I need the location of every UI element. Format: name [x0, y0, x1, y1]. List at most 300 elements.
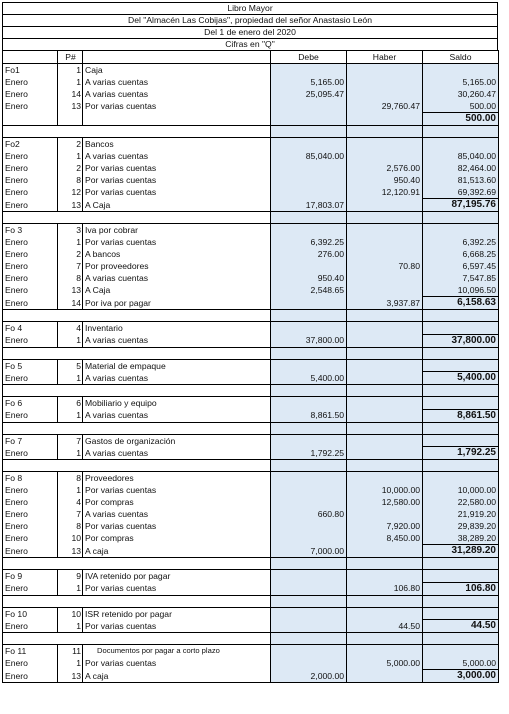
cell-ref-number: 13 — [58, 545, 83, 558]
cell-balance — [423, 322, 499, 335]
cell-credit — [347, 545, 423, 558]
cell-debit — [271, 460, 347, 472]
cell-description: Por varias cuentas — [83, 100, 271, 113]
spacer-row — [3, 595, 499, 607]
cell-debit — [271, 385, 347, 397]
ledger-entry-row — [3, 484, 499, 496]
cell-debit — [271, 520, 347, 532]
cell-ref-number: 14 — [58, 88, 83, 100]
cell-month: Enero — [3, 100, 58, 113]
cell-description: Iva por cobrar — [83, 224, 271, 237]
cell-credit: 44.50 — [347, 620, 423, 633]
cell-debit: 17,803.07 — [271, 199, 347, 212]
ledger-table — [2, 50, 499, 683]
cell-description: A varias cuentas — [83, 150, 271, 162]
cell-credit: 106.80 — [347, 582, 423, 595]
cell-description: A varias cuentas — [83, 88, 271, 100]
cell-balance — [423, 385, 499, 397]
cell-debit: 37,800.00 — [271, 334, 347, 347]
cell-month: Enero — [3, 582, 58, 595]
ledger-entry-row — [3, 447, 499, 460]
cell-month — [3, 126, 58, 138]
cell-description — [83, 422, 271, 434]
cell-description: A Caja — [83, 199, 271, 212]
ledger-entry-row — [3, 620, 499, 633]
cell-credit — [347, 359, 423, 372]
account-title-row — [3, 570, 499, 583]
cell-debit — [271, 484, 347, 496]
cell-description — [83, 558, 271, 570]
spacer-row — [3, 633, 499, 645]
cell-description: A caja — [83, 545, 271, 558]
cell-ref-number — [58, 310, 83, 322]
cell-balance: 5,000.00 — [423, 657, 499, 670]
cell-ref-number: 1 — [58, 372, 83, 385]
cell-ref-number: 12 — [58, 186, 83, 199]
cell-month: Enero — [3, 657, 58, 670]
cell-month: Enero — [3, 186, 58, 199]
ledger-entry-row — [3, 670, 499, 683]
cell-ref-number — [58, 347, 83, 359]
cell-debit — [271, 162, 347, 174]
cell-debit — [271, 126, 347, 138]
cell-debit: 276.00 — [271, 248, 347, 260]
cell-description: Por varias cuentas — [83, 186, 271, 199]
cell-ref-number: 8 — [58, 174, 83, 186]
cell-credit — [347, 434, 423, 447]
cell-description: Por varias cuentas — [83, 162, 271, 174]
cell-description: A varias cuentas — [83, 272, 271, 284]
cell-balance: 31,289.20 — [423, 545, 499, 558]
cell-balance: 21,919.20 — [423, 508, 499, 520]
cell-debit — [271, 422, 347, 434]
cell-ref-number: 11 — [58, 645, 83, 658]
spacer-row — [3, 558, 499, 570]
cell-month: Fo 7 — [3, 434, 58, 447]
cell-description: Por varias cuentas — [83, 174, 271, 186]
ledger-entry-row — [3, 532, 499, 545]
cell-month — [3, 422, 58, 434]
ledger-entry-row — [3, 260, 499, 272]
cell-ref-number: 5 — [58, 359, 83, 372]
cell-balance: 500.00 — [423, 113, 499, 126]
cell-balance — [423, 212, 499, 224]
ledger-entry-row — [3, 496, 499, 508]
cell-balance: 6,597.45 — [423, 260, 499, 272]
cell-credit — [347, 76, 423, 88]
cell-debit: 660.80 — [271, 508, 347, 520]
cell-month — [3, 310, 58, 322]
cell-description: Por varias cuentas — [83, 657, 271, 670]
cell-ref-number: 2 — [58, 162, 83, 174]
cell-ref-number: 1 — [58, 620, 83, 633]
cell-credit — [347, 508, 423, 520]
cell-description: A varias cuentas — [83, 447, 271, 460]
cell-balance: 6,392.25 — [423, 236, 499, 248]
cell-month: Enero — [3, 199, 58, 212]
cell-ref-number: 1 — [58, 484, 83, 496]
cell-balance: 500.00 — [423, 100, 499, 113]
cell-description: Por compras — [83, 496, 271, 508]
cell-debit: 5,165.00 — [271, 76, 347, 88]
cell-month: Enero — [3, 496, 58, 508]
cell-month: Enero — [3, 484, 58, 496]
cell-ref-number — [58, 633, 83, 645]
cell-debit — [271, 496, 347, 508]
cell-description: Por varias cuentas — [83, 484, 271, 496]
cell-credit — [347, 460, 423, 472]
cell-credit — [347, 447, 423, 460]
cell-month: Enero — [3, 150, 58, 162]
cell-credit — [347, 236, 423, 248]
cell-description: A varias cuentas — [83, 409, 271, 422]
cell-month: Fo 8 — [3, 472, 58, 485]
cell-debit — [271, 570, 347, 583]
cell-balance — [423, 633, 499, 645]
cell-debit — [271, 657, 347, 670]
cell-balance — [423, 310, 499, 322]
cell-month: Fo 4 — [3, 322, 58, 335]
cell-credit: 7,920.00 — [347, 520, 423, 532]
cell-debit — [271, 224, 347, 237]
cell-balance: 29,839.20 — [423, 520, 499, 532]
ledger-entry-row — [3, 76, 499, 88]
cell-month — [3, 460, 58, 472]
spacer-row — [3, 126, 499, 138]
cell-debit — [271, 607, 347, 620]
cell-credit — [347, 570, 423, 583]
cell-description: Material de empaque — [83, 359, 271, 372]
cell-month: Enero — [3, 334, 58, 347]
ledger-entry-row — [3, 508, 499, 520]
cell-balance — [423, 607, 499, 620]
cell-month: Enero — [3, 670, 58, 683]
cell-month: Enero — [3, 620, 58, 633]
cell-balance — [423, 645, 499, 658]
cell-month: Enero — [3, 545, 58, 558]
ledger-entry-row — [3, 199, 499, 212]
cell-credit — [347, 334, 423, 347]
cell-ref-number: 1 — [58, 334, 83, 347]
cell-credit — [347, 670, 423, 683]
cell-month: Enero — [3, 447, 58, 460]
cell-balance — [423, 224, 499, 237]
cell-debit: 8,861.50 — [271, 409, 347, 422]
cell-balance: 81,513.60 — [423, 174, 499, 186]
cell-debit: 1,792.25 — [271, 447, 347, 460]
cell-debit — [271, 347, 347, 359]
cell-ref-number: 7 — [58, 508, 83, 520]
cell-description: A caja — [83, 670, 271, 683]
spacer-row — [3, 422, 499, 434]
cell-credit — [347, 595, 423, 607]
cell-description: A varias cuentas — [83, 76, 271, 88]
cell-ref-number — [58, 212, 83, 224]
cell-credit: 950.40 — [347, 174, 423, 186]
cell-credit: 70.80 — [347, 260, 423, 272]
cell-debit — [271, 472, 347, 485]
cell-month: Fo 3 — [3, 224, 58, 237]
cell-balance: 10,096.50 — [423, 284, 499, 297]
cell-balance: 85,040.00 — [423, 150, 499, 162]
cell-balance: 82,464.00 — [423, 162, 499, 174]
cell-ref-number: 4 — [58, 496, 83, 508]
column-header-haber: Haber — [347, 51, 423, 64]
account-title-row — [3, 224, 499, 237]
cell-month: Enero — [3, 260, 58, 272]
cell-credit — [347, 248, 423, 260]
cell-debit — [271, 359, 347, 372]
cell-ref-number — [58, 595, 83, 607]
cell-debit — [271, 113, 347, 126]
cell-credit — [347, 372, 423, 385]
cell-description: A varias cuentas — [83, 372, 271, 385]
cell-credit — [347, 310, 423, 322]
cell-balance — [423, 126, 499, 138]
cell-balance: 8,861.50 — [423, 409, 499, 422]
account-title-row — [3, 434, 499, 447]
cell-ref-number: 10 — [58, 532, 83, 545]
cell-description: ISR retenido por pagar — [83, 607, 271, 620]
cell-month: Enero — [3, 76, 58, 88]
cell-credit — [347, 558, 423, 570]
cell-credit — [347, 633, 423, 645]
cell-ref-number: 2 — [58, 248, 83, 260]
cell-description: Por iva por pagar — [83, 297, 271, 310]
cell-balance — [423, 558, 499, 570]
cell-credit — [347, 113, 423, 126]
cell-description — [83, 126, 271, 138]
account-title-row — [3, 607, 499, 620]
cell-debit — [271, 138, 347, 151]
cell-credit — [347, 385, 423, 397]
cell-ref-number — [58, 422, 83, 434]
cell-ref-number: 8 — [58, 472, 83, 485]
cell-month: Fo1 — [3, 64, 58, 77]
cell-balance — [423, 347, 499, 359]
cell-ref-number: 7 — [58, 434, 83, 447]
cell-debit: 2,548.65 — [271, 284, 347, 297]
cell-ref-number: 8 — [58, 520, 83, 532]
cell-month: Enero — [3, 532, 58, 545]
cell-balance — [423, 64, 499, 77]
cell-ref-number — [58, 113, 83, 126]
cell-balance: 1,792.25 — [423, 447, 499, 460]
cell-debit — [271, 645, 347, 658]
cell-ref-number — [58, 126, 83, 138]
cell-month: Fo 5 — [3, 359, 58, 372]
cell-debit — [271, 397, 347, 410]
cell-credit: 5,000.00 — [347, 657, 423, 670]
cell-description — [83, 595, 271, 607]
cell-description — [83, 113, 271, 126]
cell-ref-number: 1 — [58, 64, 83, 77]
cell-month: Enero — [3, 372, 58, 385]
ledger-entry-row — [3, 174, 499, 186]
ledger-currency: Cifras en "Q" — [2, 38, 498, 50]
cell-description: Por varias cuentas — [83, 582, 271, 595]
cell-debit — [271, 260, 347, 272]
cell-debit — [271, 297, 347, 310]
cell-debit — [271, 100, 347, 113]
cell-credit: 12,120.91 — [347, 186, 423, 199]
cell-debit: 85,040.00 — [271, 150, 347, 162]
cell-description: Documentos por pagar a corto plazo — [83, 645, 271, 658]
cell-description: Por compras — [83, 532, 271, 545]
cell-ref-number: 4 — [58, 322, 83, 335]
cell-ref-number: 7 — [58, 260, 83, 272]
cell-debit — [271, 64, 347, 77]
cell-description — [83, 633, 271, 645]
cell-month: Enero — [3, 248, 58, 260]
ledger-entry-row — [3, 409, 499, 422]
cell-credit — [347, 347, 423, 359]
cell-month — [3, 212, 58, 224]
ledger-entry-row — [3, 272, 499, 284]
account-title-row — [3, 138, 499, 151]
ledger-entry-row — [3, 236, 499, 248]
account-title-row — [3, 359, 499, 372]
column-header-debe: Debe — [271, 51, 347, 64]
cell-ref-number: 9 — [58, 570, 83, 583]
cell-description: Por varias cuentas — [83, 236, 271, 248]
column-header-pnum: P# — [58, 51, 83, 64]
cell-debit — [271, 212, 347, 224]
cell-balance: 6,158.63 — [423, 297, 499, 310]
ledger-entry-row — [3, 372, 499, 385]
cell-debit — [271, 434, 347, 447]
ledger-entry-row — [3, 520, 499, 532]
cell-description — [83, 310, 271, 322]
account-title-row — [3, 472, 499, 485]
cell-credit — [347, 422, 423, 434]
cell-debit: 25,095.47 — [271, 88, 347, 100]
cell-month: Fo 6 — [3, 397, 58, 410]
account-title-row — [3, 322, 499, 335]
ledger-title: Libro Mayor — [2, 2, 498, 14]
cell-credit: 3,937.87 — [347, 297, 423, 310]
cell-description: Proveedores — [83, 472, 271, 485]
spacer-row — [3, 385, 499, 397]
cell-credit — [347, 138, 423, 151]
cell-balance — [423, 434, 499, 447]
cell-ref-number: 13 — [58, 670, 83, 683]
cell-ref-number — [58, 385, 83, 397]
cell-debit: 950.40 — [271, 272, 347, 284]
cell-month: Enero — [3, 508, 58, 520]
cell-ref-number — [58, 558, 83, 570]
cell-debit — [271, 620, 347, 633]
spacer-row — [3, 460, 499, 472]
ledger-entry-row — [3, 582, 499, 595]
ledger-entry-row — [3, 162, 499, 174]
cell-month: Fo 9 — [3, 570, 58, 583]
cell-credit — [347, 64, 423, 77]
cell-description: Mobiliario y equipo — [83, 397, 271, 410]
cell-description: Por varias cuentas — [83, 520, 271, 532]
cell-balance — [423, 397, 499, 410]
cell-description: Bancos — [83, 138, 271, 151]
cell-debit: 2,000.00 — [271, 670, 347, 683]
cell-debit: 7,000.00 — [271, 545, 347, 558]
cell-description: A Caja — [83, 284, 271, 297]
cell-balance: 106.80 — [423, 582, 499, 595]
cell-credit — [347, 284, 423, 297]
cell-credit — [347, 409, 423, 422]
column-header-row — [3, 51, 499, 64]
ledger-entry-row — [3, 657, 499, 670]
cell-credit: 10,000.00 — [347, 484, 423, 496]
cell-month: Enero — [3, 236, 58, 248]
cell-debit — [271, 558, 347, 570]
cell-ref-number: 13 — [58, 100, 83, 113]
cell-month — [3, 385, 58, 397]
cell-credit: 29,760.47 — [347, 100, 423, 113]
cell-credit — [347, 88, 423, 100]
cell-ref-number: 8 — [58, 272, 83, 284]
cell-debit — [271, 186, 347, 199]
cell-description — [83, 385, 271, 397]
cell-description: A bancos — [83, 248, 271, 260]
column-header-cuenta — [83, 51, 271, 64]
cell-balance — [423, 422, 499, 434]
cell-ref-number: 13 — [58, 199, 83, 212]
cell-balance — [423, 472, 499, 485]
cell-month: Enero — [3, 88, 58, 100]
spacer-row — [3, 347, 499, 359]
spacer-row — [3, 212, 499, 224]
cell-credit — [347, 272, 423, 284]
cell-credit — [347, 322, 423, 335]
cell-month: Enero — [3, 162, 58, 174]
cell-balance: 7,547.85 — [423, 272, 499, 284]
total-row — [3, 113, 499, 126]
cell-balance — [423, 570, 499, 583]
cell-balance — [423, 359, 499, 372]
cell-month: Fo2 — [3, 138, 58, 151]
cell-credit — [347, 607, 423, 620]
cell-description: Por proveedores — [83, 260, 271, 272]
cell-balance — [423, 460, 499, 472]
cell-balance: 5,165.00 — [423, 76, 499, 88]
cell-description: IVA retenido por pagar — [83, 570, 271, 583]
account-title-row — [3, 397, 499, 410]
cell-ref-number: 10 — [58, 607, 83, 620]
cell-month: Enero — [3, 297, 58, 310]
cell-credit — [347, 212, 423, 224]
ledger-sheet — [2, 2, 498, 683]
ledger-entry-row — [3, 545, 499, 558]
cell-month: Fo 10 — [3, 607, 58, 620]
cell-balance: 30,260.47 — [423, 88, 499, 100]
cell-ref-number: 6 — [58, 397, 83, 410]
cell-debit: 6,392.25 — [271, 236, 347, 248]
cell-balance: 69,392.69 — [423, 186, 499, 199]
cell-balance: 6,668.25 — [423, 248, 499, 260]
cell-description: Por varias cuentas — [83, 620, 271, 633]
cell-description — [83, 212, 271, 224]
cell-month: Enero — [3, 272, 58, 284]
account-title-row — [3, 64, 499, 77]
cell-credit — [347, 150, 423, 162]
cell-ref-number: 3 — [58, 224, 83, 237]
cell-ref-number: 1 — [58, 236, 83, 248]
cell-ref-number: 1 — [58, 409, 83, 422]
cell-debit — [271, 633, 347, 645]
cell-balance: 5,400.00 — [423, 372, 499, 385]
cell-description — [83, 347, 271, 359]
cell-credit: 2,576.00 — [347, 162, 423, 174]
